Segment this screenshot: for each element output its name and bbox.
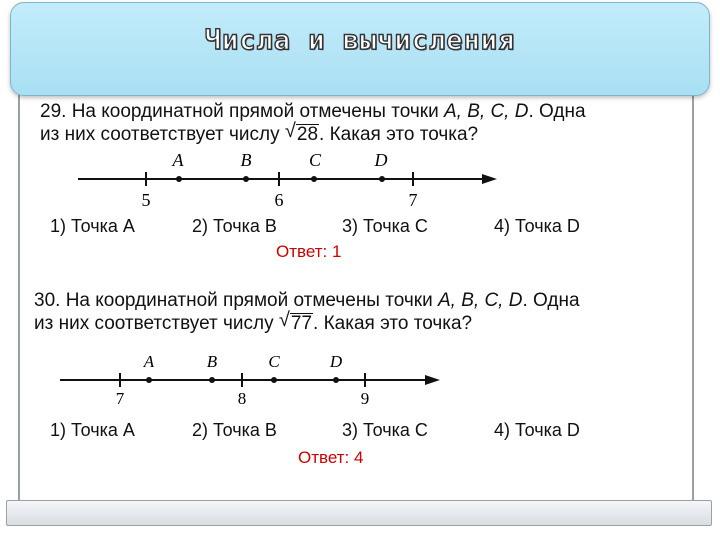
point-29-C	[311, 176, 317, 182]
point-label-29-D: D	[374, 150, 388, 170]
point-29-D	[379, 176, 385, 182]
answer-30: Ответ: 4	[298, 448, 364, 467]
option-29-2: 2) Точка B	[192, 216, 277, 236]
option-30-3: 3) Точка C	[342, 420, 428, 440]
problem-29-line2: из них соответствует числу √ 28. Какая это точка?	[40, 120, 479, 145]
point-label-29-C: C	[308, 150, 322, 170]
point-29-B	[243, 176, 249, 182]
point-label-30-B: B	[206, 352, 218, 371]
tick-label-29-6: 6	[274, 190, 284, 210]
page-title: Числа и вычисления	[204, 25, 516, 56]
point-label-30-C: C	[268, 352, 280, 371]
problem-30-line1: 30. На координатной прямой отмечены точки A, B, C, D. Одна	[34, 290, 580, 311]
option-30-4: 4) Точка D	[494, 420, 580, 440]
point-label-30-A: A	[143, 352, 155, 371]
point-30-C	[271, 377, 277, 383]
answer-29: Ответ: 1	[276, 242, 342, 261]
point-label-29-A: A	[172, 150, 184, 170]
point-30-D	[333, 377, 339, 383]
tick-label-29-7: 7	[408, 190, 418, 210]
sqrt-28: √ 28	[284, 120, 319, 145]
option-30-2: 2) Точка B	[192, 420, 277, 440]
tick-label-30-7: 7	[115, 389, 125, 408]
option-29-4: 4) Точка D	[494, 216, 580, 236]
tick-label-29-5: 5	[141, 190, 151, 210]
point-30-A	[146, 377, 152, 383]
point-29-A	[176, 176, 182, 182]
axis-arrow-30	[425, 375, 440, 385]
number-line-30	[60, 352, 440, 408]
tick-label-30-8: 8	[237, 389, 247, 408]
option-29-3: 3) Точка C	[342, 216, 428, 236]
point-30-B	[209, 377, 215, 383]
sqrt-77: √ 77	[278, 309, 313, 334]
option-29-1: 1) Точка A	[50, 216, 135, 236]
number-line-29	[78, 150, 497, 210]
axis-arrow-29	[482, 174, 497, 184]
problem-30-text	[34, 289, 684, 335]
problem-30-line2: из них соответствует числу √ 77. Какая это точка?	[34, 309, 473, 334]
point-label-29-B: B	[240, 150, 252, 170]
problem-29-line1: 29. На координатной прямой отмечены точки A, B, C, D. Одна	[40, 101, 586, 122]
point-label-30-D: D	[329, 352, 343, 371]
tick-label-30-9: 9	[360, 389, 370, 408]
option-30-1: 1) Точка A	[50, 420, 135, 440]
